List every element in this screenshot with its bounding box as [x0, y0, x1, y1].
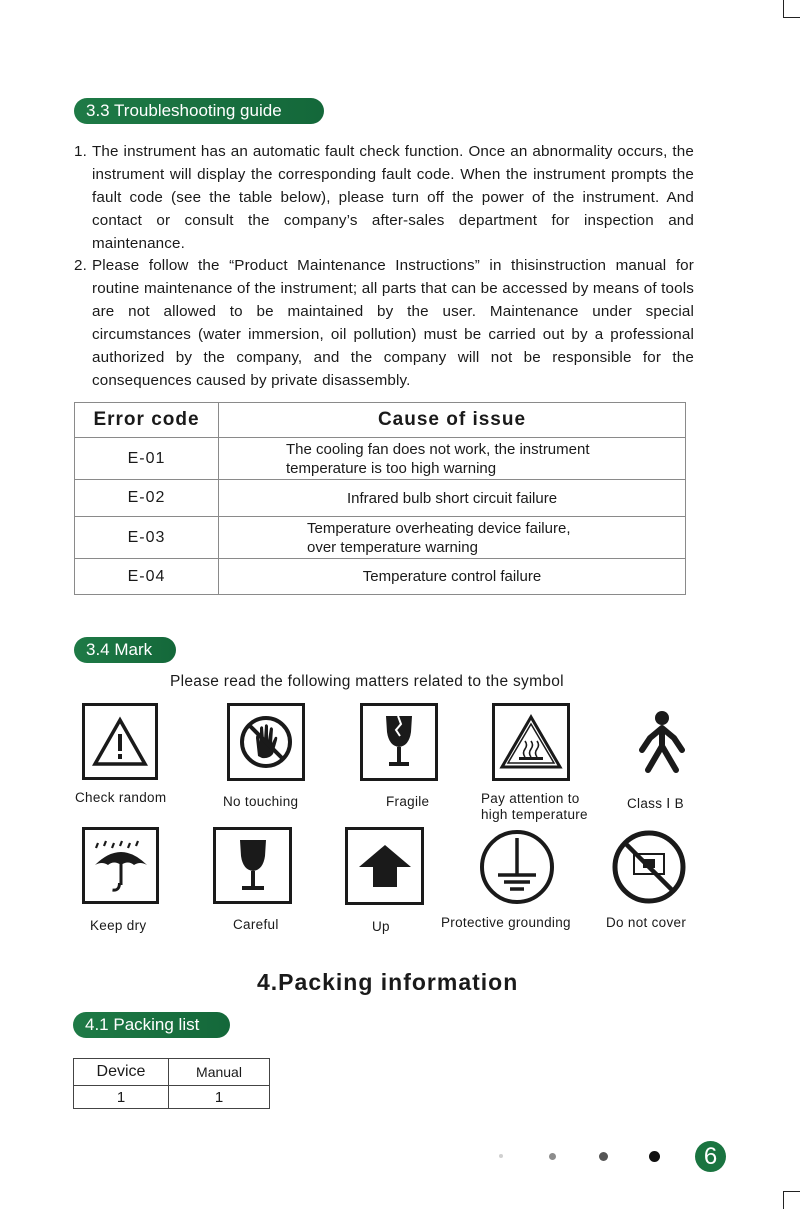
umbrella-icon: [82, 827, 159, 904]
do-not-cover-icon: [610, 828, 688, 911]
page-number-badge: [695, 1141, 726, 1172]
error-code-table: [74, 402, 686, 595]
header-manual: Manual: [169, 1059, 270, 1086]
cause-cell: [219, 438, 686, 480]
error-code-cell: E-04: [75, 559, 219, 595]
packing-list-heading: 4.1 Packing list: [73, 1012, 230, 1038]
error-code-cell: E-01: [75, 438, 219, 480]
error-code-cell: E-02: [75, 480, 219, 517]
troubleshooting-heading: 3.3 Troubleshooting guide: [74, 98, 324, 124]
cause-cell: Infrared bulb short circuit failure: [219, 480, 686, 517]
mark-intro: Please read the following matters related to the symbol: [170, 673, 564, 690]
page-dot: [549, 1153, 556, 1160]
packing-list-table: [73, 1058, 270, 1109]
symbol-label: Keep dry: [90, 918, 147, 933]
type-b-body-icon: [636, 708, 688, 779]
section-title: [257, 969, 518, 996]
item-text: Please follow the “Product Maintenance Instructions” in thisinstruction manual for routine maintenance of the instrument; all parts that can be accessed by means of tools are not allowed to be maintained by the user. Maintenance under special circumstances (water immersion, oil pollution) must be carried out by a professional authorized by the company, and the company will not be responsible for the consequences caused by private disassembly.: [92, 257, 694, 389]
crop-mark-top-right: [783, 0, 800, 18]
page-dot: [599, 1152, 608, 1161]
error-code-cell: E-03: [75, 517, 219, 559]
fragile-glass-icon: [360, 703, 438, 781]
cause-line: over temperature warning: [307, 538, 478, 556]
table-row: [75, 438, 686, 480]
symbol-label-line: high temperature: [481, 807, 588, 822]
table-row: [75, 559, 686, 595]
table-row: [75, 517, 686, 559]
table-header-row: [75, 403, 686, 438]
symbol-label: No touching: [223, 794, 299, 809]
symbol-label: Up: [372, 919, 390, 934]
item-text: The instrument has an automatic fault check function. Once an abnormality occurs, the instrument will display the corresponding fault code. When the instrument prompts the fault code (see the table below), please turn off the power of the instrument. And contact or consult the company’s after-sales department for inspection and maintenance.: [92, 143, 694, 252]
page-dot: [499, 1154, 503, 1158]
troubleshooting-item-2: [74, 254, 694, 392]
page-dot: [649, 1151, 660, 1162]
ground-icon: [478, 828, 556, 911]
glass-icon: [213, 827, 292, 904]
symbol-label: Do not cover: [606, 915, 687, 930]
symbol-label: Fragile: [386, 794, 430, 809]
header-error-code: Error code: [75, 403, 219, 438]
table-header-row: [74, 1059, 270, 1086]
troubleshooting-item-1: [74, 140, 694, 255]
table-row: [75, 480, 686, 517]
symbol-label-line: Pay attention to: [481, 791, 580, 806]
cause-line: The cooling fan does not work, the instrument: [286, 440, 590, 458]
symbol-label: Protective grounding: [441, 915, 571, 930]
mark-heading: 3.4 Mark: [74, 637, 176, 663]
device-quantity: 1: [74, 1086, 169, 1109]
symbol-label: Class Ⅰ B: [627, 796, 684, 811]
item-number: 1.: [74, 143, 87, 160]
section-title-number: 4: [257, 969, 271, 995]
arrow-up-icon: [345, 827, 424, 905]
section-title-text: .Packing information: [270, 969, 519, 995]
header-device: Device: [74, 1059, 169, 1086]
cause-line: temperature is too high warning: [286, 459, 497, 477]
warning-triangle-icon: [82, 703, 158, 780]
symbol-label: Careful: [233, 917, 279, 932]
manual-quantity: 1: [169, 1086, 270, 1109]
cause-line: Temperature overheating device failure,: [307, 519, 571, 537]
item-number: 2.: [74, 257, 87, 274]
cause-cell: Temperature control failure: [219, 559, 686, 595]
hot-surface-icon: [492, 703, 570, 781]
no-touch-hand-icon: [227, 703, 305, 781]
symbol-label: Check random: [75, 790, 167, 805]
crop-mark-bottom-right: [783, 1191, 800, 1209]
table-row: [74, 1086, 270, 1109]
header-cause: Cause of issue: [219, 403, 686, 438]
symbol-label: [481, 791, 588, 823]
page-number: 6: [703, 1143, 718, 1170]
cause-cell: [219, 517, 686, 559]
